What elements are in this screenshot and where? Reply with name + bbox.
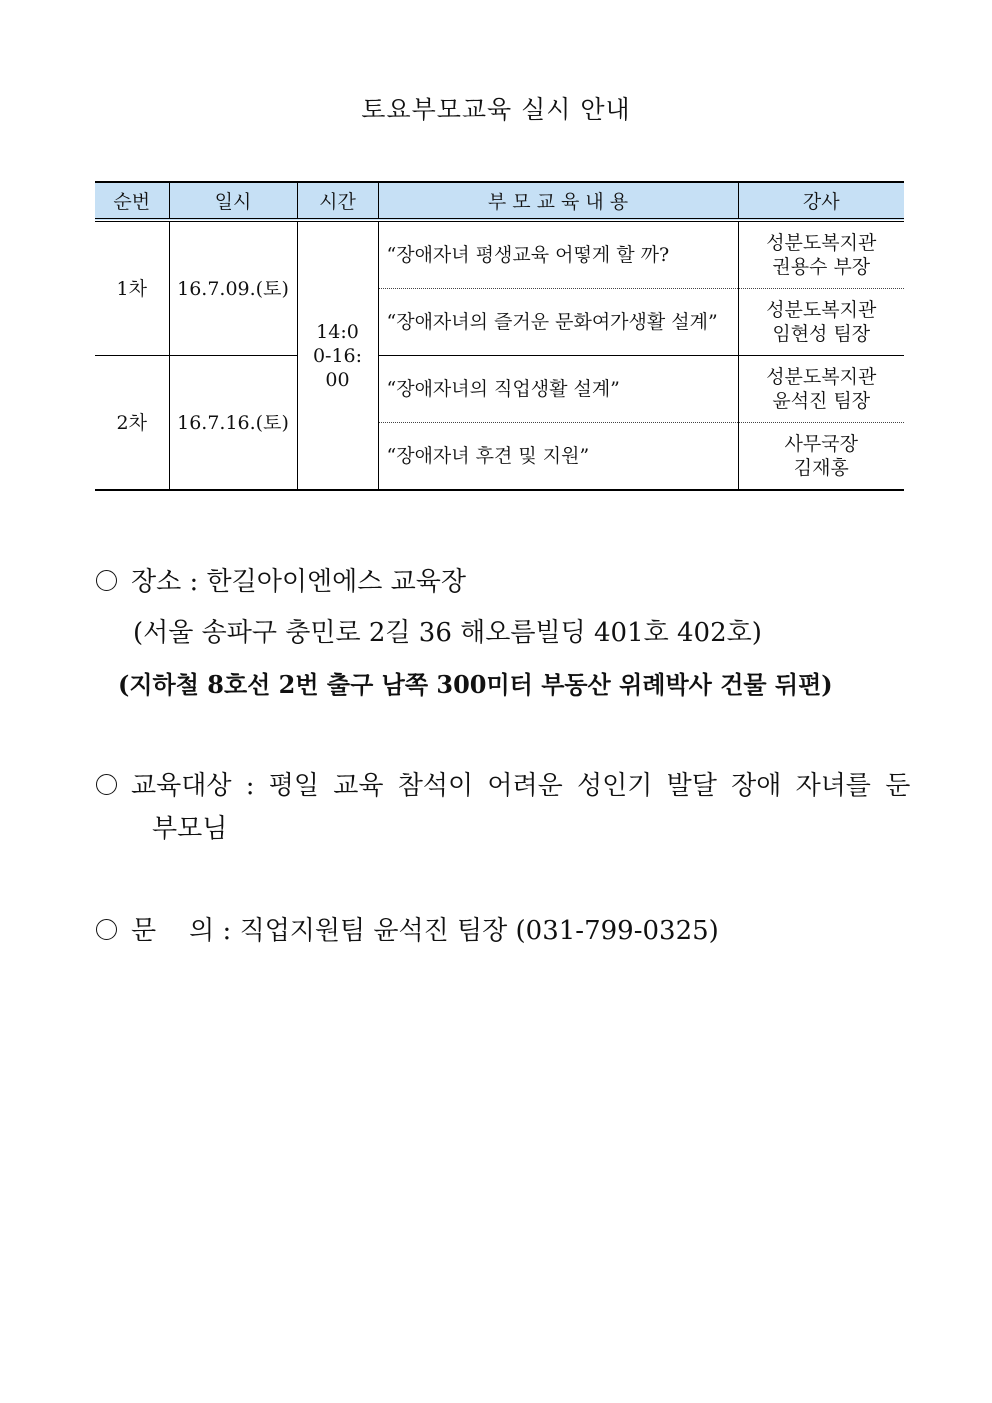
circle-bullet-icon	[96, 919, 117, 940]
lecturer-org: 성분도복지관	[766, 232, 877, 254]
header-lecturer: 강사	[738, 182, 904, 220]
header-content: 부 모 교 육 내 용	[378, 182, 738, 220]
header-no: 순번	[95, 182, 169, 220]
place-label: 장소 : 한길아이엔에스 교육장	[131, 567, 466, 597]
lecturer-org: 사무국장	[784, 433, 858, 455]
round-date: 16.7.16.(토)	[169, 356, 297, 491]
table-header-row	[95, 182, 904, 220]
lecturer-name: 윤석진 팀장	[772, 390, 871, 412]
target-line	[96, 765, 910, 802]
table-row	[95, 220, 904, 289]
round-no: 1차	[95, 220, 169, 356]
session-lecturer	[738, 423, 904, 491]
round-date: 16.7.09.(토)	[169, 220, 297, 356]
inquiry-text: 문 의 : 직업지원팀 윤석진 팀장 (031-799-0325)	[131, 916, 719, 946]
place-address: (서울 송파구 충민로 2길 36 해오름빌딩 401호 402호)	[133, 618, 762, 648]
schedule-table	[95, 181, 904, 491]
lecturer-name: 권용수 부장	[772, 256, 871, 278]
header-date: 일시	[169, 182, 297, 220]
place-line	[96, 561, 466, 598]
session-content: “장애자녀의 즐거운 문화여가생활 설계”	[378, 289, 738, 356]
page-title: 토요부모교육 실시 안내	[361, 95, 631, 124]
lecturer-name: 김재홍	[793, 457, 849, 479]
round-no: 2차	[95, 356, 169, 491]
target-line2: 부모님	[152, 814, 228, 844]
session-lecturer	[738, 356, 904, 423]
place-directions: (지하철 8호선 2번 출구 남쪽 300미터 부동산 위례박사 건물 뒤편)	[118, 670, 833, 699]
session-lecturer	[738, 220, 904, 289]
inquiry-line	[96, 910, 719, 947]
circle-bullet-icon	[96, 570, 117, 591]
lecturer-name: 임현성 팀장	[772, 323, 871, 345]
session-lecturer	[738, 289, 904, 356]
session-content: “장애자녀의 직업생활 설계”	[378, 356, 738, 423]
session-content: “장애자녀 평생교육 어떻게 할 까?	[378, 220, 738, 289]
table-row	[95, 356, 904, 423]
time-text: 14:00-16:00	[312, 320, 363, 391]
header-time: 시간	[297, 182, 378, 220]
lecturer-org: 성분도복지관	[766, 299, 877, 321]
circle-bullet-icon	[96, 774, 117, 795]
session-content: “장애자녀 후견 및 지원”	[378, 423, 738, 491]
target-text: 교육대상 : 평일 교육 참석이 어려운 성인기 발달 장애 자녀를 둔	[131, 771, 911, 801]
session-time	[297, 220, 378, 490]
lecturer-org: 성분도복지관	[766, 366, 877, 388]
